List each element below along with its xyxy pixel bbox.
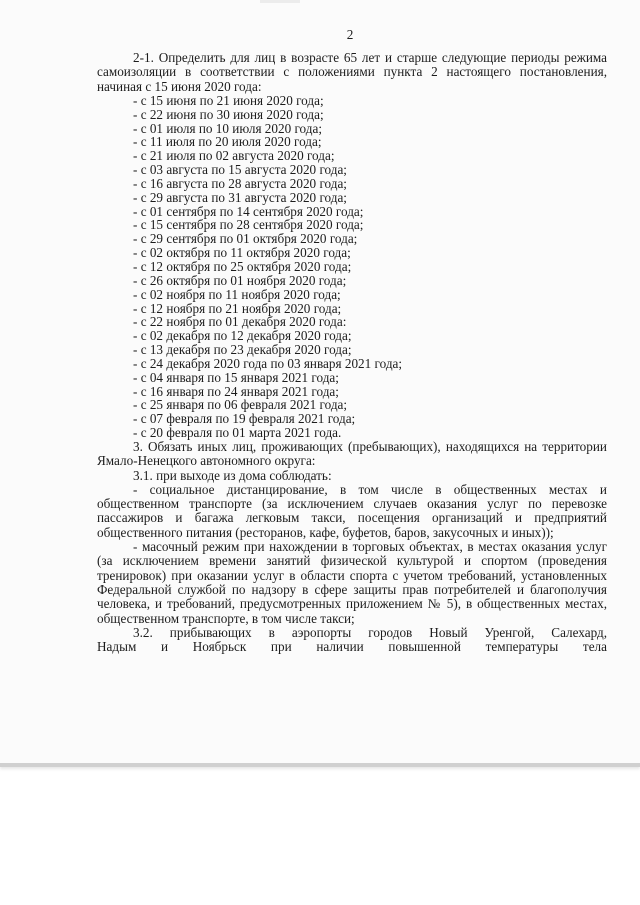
period-item: - с 02 декабря по 12 декабря 2020 года;	[133, 328, 352, 344]
period-item: - с 25 января по 06 февраля 2021 года;	[133, 397, 348, 413]
period-item: - с 20 февраля по 01 марта 2021 года.	[133, 425, 342, 441]
period-item: - с 24 декабря 2020 года по 03 января 2021 года;	[133, 355, 403, 371]
mask-regime-paragraph: - масочный режим при нахождении в торговых объектах, в местах оказания услуг (за исключением времени занятий физической культурой и спортом (проведения тренировок) при оказании услуг в области спорта с учетом требований, установленных Федеральной службой по надзору в сфере защиты прав потребителей и благополучия человека, и требований, предусмотренных приложением № 5), в общественных местах, общественном транспорте, в том числе такси;	[97, 539, 607, 626]
period-item: - с 02 ноября по 11 ноября 2020 года;	[133, 286, 341, 302]
period-item: - с 04 января по 15 января 2021 года;	[133, 369, 339, 385]
period-item: - с 03 августа по 15 августа 2020 года;	[133, 162, 347, 178]
period-item: - с 29 августа по 31 августа 2020 года;	[133, 189, 347, 205]
period-item: - с 29 сентября по 01 октября 2020 года;	[133, 231, 358, 247]
periods-list	[97, 94, 607, 440]
period-item: - с 16 августа по 28 августа 2020 года;	[133, 175, 347, 191]
period-item: - с 01 июля по 10 июля 2020 года;	[133, 120, 322, 136]
period-item: - с 13 декабря по 23 декабря 2020 года;	[133, 342, 352, 358]
period-item: - с 21 июля по 02 августа 2020 года;	[133, 148, 335, 164]
document-body	[97, 28, 607, 654]
period-item: - с 15 июня по 21 июня 2020 года;	[133, 92, 324, 108]
period-item: - с 26 октября по 01 ноября 2020 года;	[133, 272, 347, 288]
period-item: - с 01 сентября по 14 сентября 2020 года;	[133, 203, 364, 219]
clause-3-1: 3.1. при выходе из дома соблюдать:	[133, 467, 332, 483]
clause-3: 3. Обязать иных лиц, проживающих (пребывающих), находящихся на территории Ямало-Ненецкого автономного округа:	[97, 438, 607, 469]
page-number: 2	[346, 27, 354, 42]
period-item: - с 16 января по 24 января 2021 года;	[133, 383, 339, 399]
period-item: - с 02 октября по 11 октября 2020 года;	[133, 245, 351, 261]
period-item: - с 22 июня по 30 июня 2020 года;	[133, 106, 324, 122]
period-item: - с 11 июля по 20 июля 2020 года;	[133, 134, 322, 150]
period-item: - с 15 сентября по 28 сентября 2020 года;	[133, 217, 364, 233]
clause-3-2-line-2: Надым и Ноябрьск при наличии повышенной температуры тела	[97, 639, 607, 655]
period-item: - с 12 октября по 25 октября 2020 года;	[133, 259, 352, 275]
clause-2-1: 2-1. Определить для лиц в возрасте 65 лет и старше следующие периоды режима самоизоляции в соответствии с положениями пункта 2 настоящего постановления, начиная с 15 июня 2020 года:	[97, 50, 607, 94]
social-distancing-paragraph: - социальное дистанцирование, в том числе в общественных местах и общественном транспорте (за исключением случаев оказания услуг по перевозке пассажиров и багажа легковым такси, посещения организаций и предприятий общественного питания (ресторанов, кафе, буфетов, баров, закусочных и иных));	[97, 481, 607, 540]
scan-artifact	[260, 0, 300, 3]
period-item: - с 12 ноября по 21 ноября 2020 года;	[133, 300, 342, 316]
period-item: - с 22 ноября по 01 декабря 2020 года:	[133, 314, 347, 330]
clause-3-2-line-1: 3.2. прибывающих в аэропорты городов Новый Уренгой, Салехард,	[133, 624, 607, 640]
period-item: - с 07 февраля по 19 февраля 2021 года;	[133, 411, 356, 427]
